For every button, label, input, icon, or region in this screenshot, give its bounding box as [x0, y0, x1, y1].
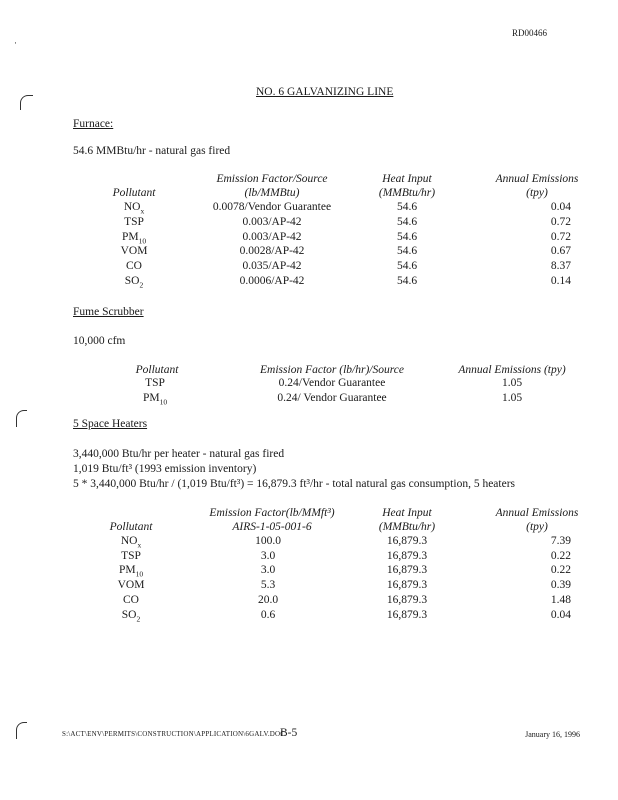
heaters-row-factor: 100.0: [255, 535, 281, 547]
heaters-row-heat: 16,879.3: [386, 535, 428, 547]
furnace-row-factor: 0.0006/AP-42: [239, 275, 305, 287]
furnace-row-annual: 0.72: [550, 215, 571, 228]
furnace-row-heat: 54.6: [396, 230, 418, 243]
heaters-row-pollutant: CO: [123, 593, 139, 606]
furnace-row-heat: 54.6: [396, 201, 418, 213]
furnace-row-heat: 54.6: [396, 275, 418, 287]
furnace-row-heat: 54.6: [396, 245, 418, 258]
footer-file-path: S:\ACT\ENV\PERMITS\CONSTRUCTION\APPLICATION\6GALV.DOC: [62, 730, 286, 738]
heaters-row-annual: 0.39: [550, 579, 571, 592]
fume-row-factor: 0.24/ Vendor Guarantee: [277, 391, 387, 404]
footer-date: January 16, 1996: [525, 730, 580, 739]
furnace-row-annual: 0.72: [550, 230, 571, 243]
scan-mark: [16, 410, 27, 427]
furnace-row-heat: 54.6: [396, 260, 418, 273]
furnace-row-annual: 0.04: [550, 201, 571, 213]
furnace-capacity: 54.6 MMBtu/hr - natural gas fired: [73, 145, 231, 157]
furnace-header-annual: Annual Emissions: [495, 173, 579, 185]
furnace-row-pollutant: $PM_{10}$: [121, 230, 147, 245]
page-title: NO. 6 GALVANIZING LINE: [256, 86, 394, 98]
furnace-row-factor: 0.0078/Vendor Guarantee: [212, 201, 332, 213]
fume-row-pollutant: $PM_{10}$: [142, 391, 168, 406]
heaters-line-2: 1,019 Btu/ft³ (1993 emission inventory): [73, 463, 257, 475]
page-speck: ·: [14, 38, 17, 48]
heaters-row-factor: 20.0: [257, 593, 279, 606]
heaters-row-heat: 16,879.3: [386, 579, 428, 592]
furnace-header-annual-unit: (tpy): [526, 187, 548, 199]
furnace-header-heat: Heat Input: [382, 173, 432, 185]
furnace-row-pollutant: TSP: [124, 215, 144, 228]
heaters-line-3: 5 * 3,440,000 Btu/hr / (1,019 Btu/ft³) = 16,879.3 ft³/hr - total natural gas consumption, 5 heaters: [73, 478, 516, 490]
furnace-row-pollutant: $SO_2$: [124, 275, 144, 290]
heaters-row-factor: 3.0: [260, 549, 276, 562]
heaters-row-factor: 5.3: [260, 579, 276, 592]
heaters-row-annual: 0.22: [550, 549, 571, 562]
furnace-row-heat: 54.6: [396, 215, 418, 228]
heaters-header-pollutant: Pollutant: [109, 521, 153, 533]
scan-mark: [16, 722, 27, 739]
heaters-row-pollutant: $NO_x$: [120, 535, 142, 550]
heaters-header-annual: Annual Emissions: [495, 507, 579, 519]
furnace-row-factor: 0.0028/AP-42: [239, 245, 305, 258]
furnace-header-factor: Emission Factor/Source: [216, 173, 328, 185]
fume-capacity: 10,000 cfm: [73, 335, 126, 347]
heaters-row-factor: 3.0: [260, 564, 276, 577]
heaters-header-factor: Emission Factor(lb/MMft³): [209, 507, 335, 519]
furnace-row-factor: 0.003/AP-42: [242, 230, 302, 243]
furnace-row-pollutant: $NO_x$: [123, 201, 145, 216]
fume-header-pollutant: Pollutant: [135, 364, 179, 376]
fume-heading: Fume Scrubber: [73, 306, 144, 318]
furnace-header-factor-unit: (lb/MMBtu): [244, 187, 300, 199]
fume-row-annual: 1.05: [501, 377, 523, 389]
heaters-row-factor: 0.6: [260, 608, 276, 621]
furnace-row-annual: 0.14: [550, 275, 571, 287]
heaters-row-pollutant: VOM: [117, 579, 145, 592]
furnace-header-pollutant: Pollutant: [112, 187, 156, 199]
fume-row-pollutant: TSP: [145, 377, 165, 389]
furnace-row-annual: 0.67: [550, 245, 571, 258]
heaters-row-annual: 7.39: [550, 535, 571, 547]
footer-page-number: B-5: [280, 727, 298, 739]
heaters-heading: 5 Space Heaters: [73, 418, 148, 430]
heaters-header-annual-unit: (tpy): [526, 521, 548, 533]
fume-header-annual: Annual Emissions (tpy): [458, 364, 566, 376]
furnace-row-annual: 8.37: [550, 260, 571, 273]
document-reference: RD00466: [512, 28, 548, 38]
heaters-header-heat-unit: (MMBtu/hr): [378, 521, 436, 533]
furnace-heading: Furnace:: [73, 118, 114, 130]
heaters-row-heat: 16,879.3: [386, 564, 428, 577]
fume-row-annual: 1.05: [501, 391, 523, 404]
heaters-line-1: 3,440,000 Btu/hr per heater - natural gas fired: [73, 448, 285, 460]
furnace-row-factor: 0.035/AP-42: [242, 260, 302, 273]
furnace-header-heat-unit: (MMBtu/hr): [378, 187, 436, 199]
heaters-row-heat: 16,879.3: [386, 593, 428, 606]
heaters-row-pollutant: $SO_2$: [121, 608, 141, 623]
heaters-row-annual: 1.48: [550, 593, 571, 606]
heaters-header-factor-source: AIRS-1-05-001-6: [232, 521, 312, 533]
fume-header-factor: Emission Factor (lb/hr)/Source: [260, 364, 404, 376]
furnace-row-pollutant: CO: [126, 260, 142, 273]
furnace-row-factor: 0.003/AP-42: [242, 215, 302, 228]
heaters-row-heat: 16,879.3: [386, 608, 428, 621]
heaters-row-pollutant: $PM_{10}$: [118, 564, 144, 579]
heaters-row-heat: 16,879.3: [386, 549, 428, 562]
furnace-row-pollutant: VOM: [120, 245, 148, 258]
heaters-header-heat: Heat Input: [382, 507, 432, 519]
heaters-row-annual: 0.22: [550, 564, 571, 577]
heaters-row-pollutant: TSP: [121, 549, 141, 562]
scan-mark: [20, 95, 33, 110]
heaters-row-annual: 0.04: [550, 608, 571, 621]
fume-row-factor: 0.24/Vendor Guarantee: [278, 377, 386, 389]
